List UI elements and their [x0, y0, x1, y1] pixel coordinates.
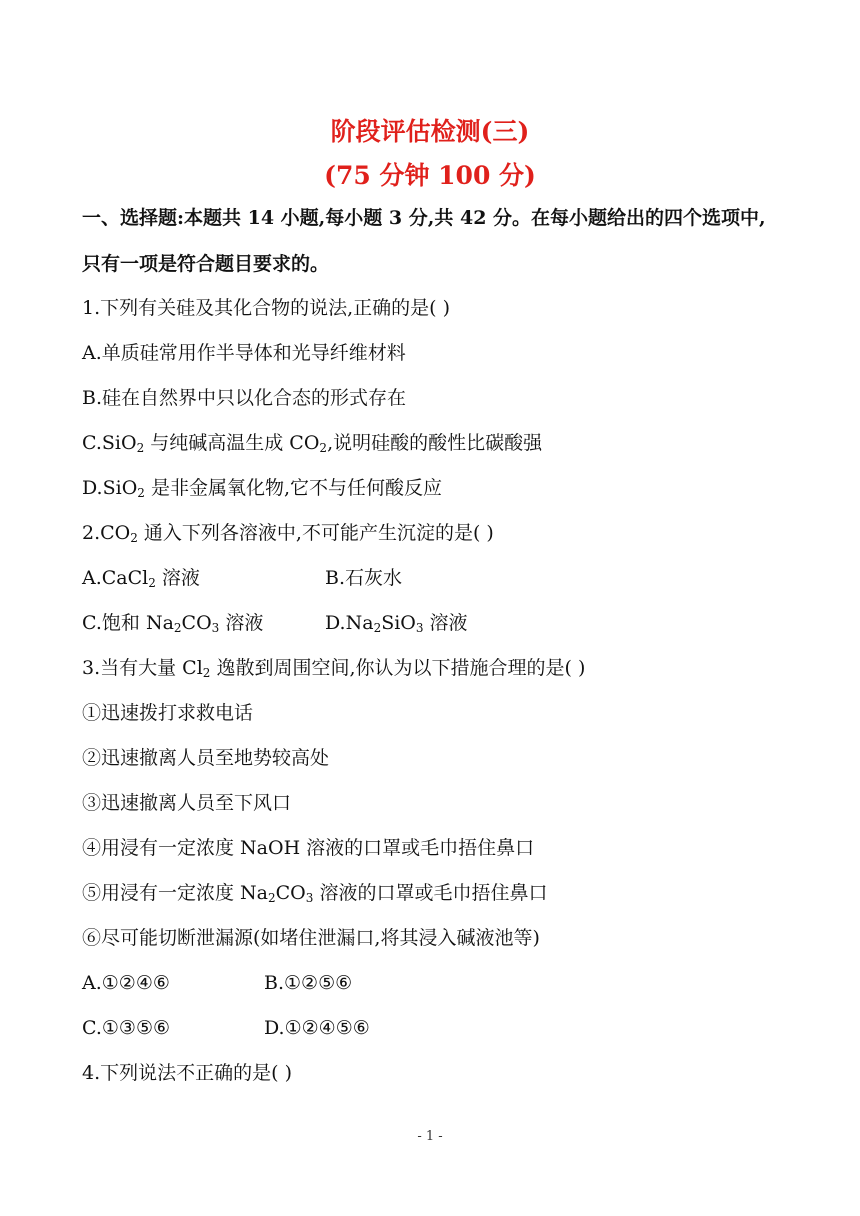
question-3-stem: 3.当有大量 $Cl_2$ 逸散到周围空间,你认为以下措施合理的是( ): [82, 657, 586, 680]
question-1-option-d: D.SiO$_2$ 是非金属氧化物,它不与任何酸反应: [82, 477, 442, 500]
question-3-option-d: D.①②④⑤⑥: [264, 1017, 370, 1039]
question-1-option-b: B.硅在自然界中只以化合态的形式存在: [82, 387, 407, 409]
question-3-option-b: B.①②⑤⑥: [264, 972, 353, 994]
question-1-stem: 1.下列有关硅及其化合物的说法,正确的是( ): [82, 297, 451, 319]
section-instruction-line-2: 只有一项是符合题目要求的。: [82, 253, 330, 275]
page-number: - 1 -: [417, 1129, 443, 1144]
question-3-measure-2: ②迅速撤离人员至地势较高处: [82, 747, 330, 769]
question-2-option-d: $D.Na_2SiO_3$ 溶液: [325, 612, 468, 635]
question-3-option-c: C.①③⑤⑥: [82, 1017, 171, 1039]
question-2-option-c: C.饱和 $Na_2CO_3$ 溶液: [82, 612, 264, 635]
question-2-option-a: A.CaCl$_2$ 溶液: [82, 567, 200, 590]
question-3-measure-4: ④用浸有一定浓度 NaOH 溶液的口罩或毛巾捂住鼻口: [82, 837, 535, 859]
question-3-measure-5: ⑤用浸有一定浓度 $Na_2CO_3$ 溶液的口罩或毛巾捂住鼻口: [82, 882, 548, 905]
question-2-option-b: B.石灰水: [325, 567, 403, 589]
question-1-option-c: C.SiO$_2$ 与纯碱高温生成 $CO_2$,说明硅酸的酸性比碳酸强: [82, 432, 543, 455]
question-2-stem: $2.CO_2$ 通入下列各溶液中,不可能产生沉淀的是( ): [82, 522, 494, 545]
question-3-option-a: A.①②④⑥: [82, 972, 170, 994]
question-3-measure-3: ③迅速撤离人员至下风口: [82, 792, 292, 814]
question-3-measure-1: ①迅速拨打求救电话: [82, 702, 254, 724]
question-1-option-a: A.单质硅常用作半导体和光导纤维材料: [82, 342, 406, 364]
section-instruction-line-1: 一、选择题:本题共 14 小题,每小题 3 分,共 42 分。在每小题给出的四个选项中,: [82, 207, 766, 229]
document-title: 阶段评估检测(三): [330, 117, 530, 146]
question-4-stem: 4.下列说法不正确的是( ): [82, 1062, 292, 1084]
document-subtitle: (75 分钟 100 分): [324, 161, 536, 190]
question-3-measure-6: ⑥尽可能切断泄漏源(如堵住泄漏口,将其浸入碱液池等): [82, 927, 540, 949]
